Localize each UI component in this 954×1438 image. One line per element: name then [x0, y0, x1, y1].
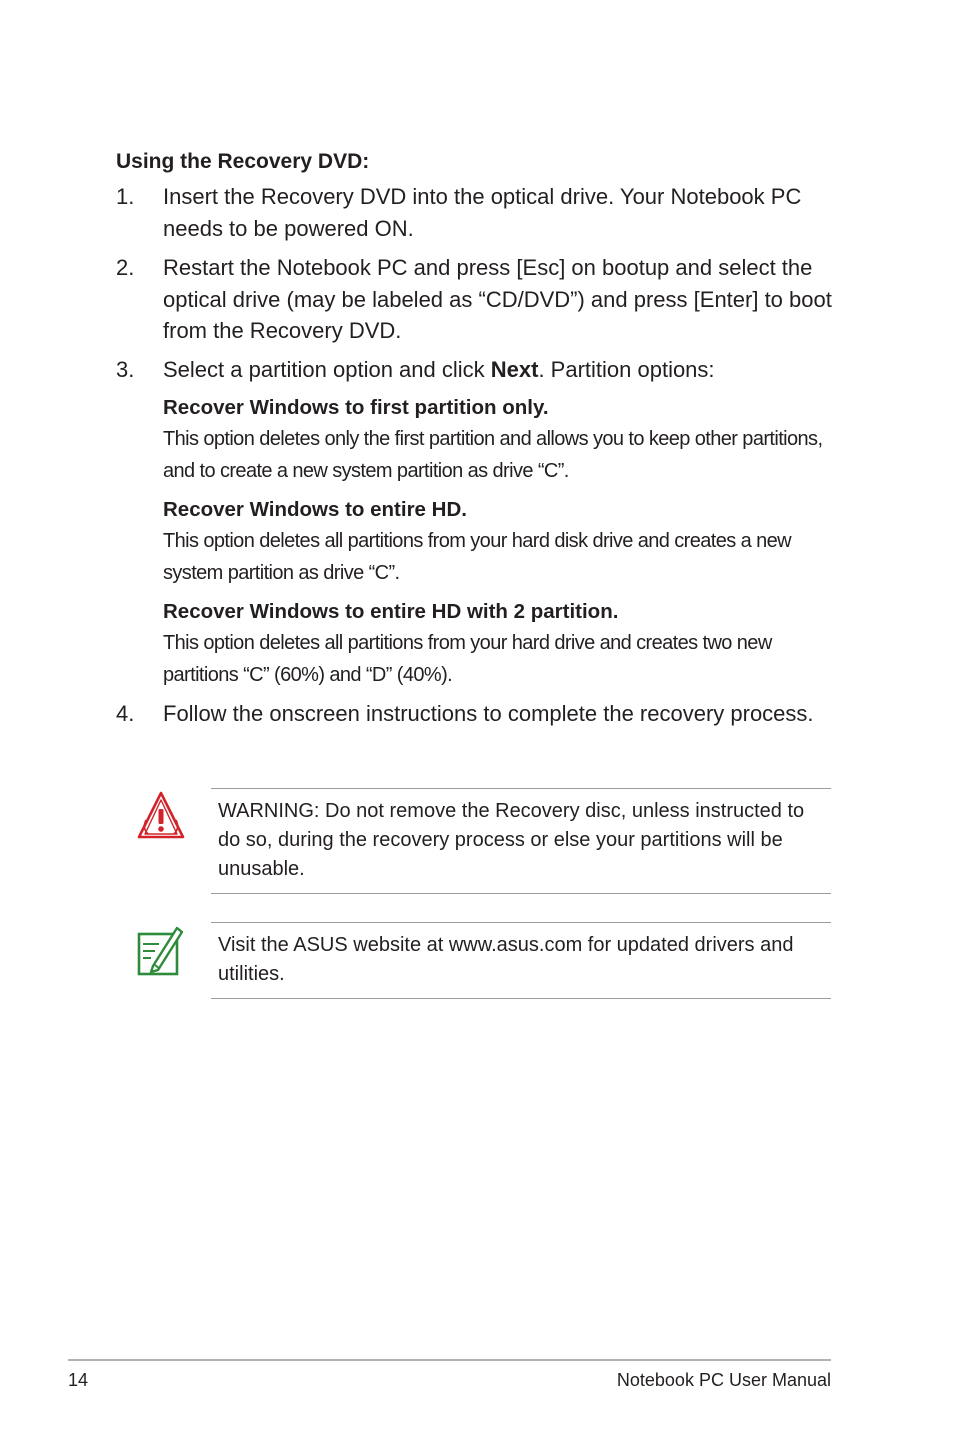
option-entire-hd — [163, 495, 835, 589]
option-description: This option deletes all partitions from your hard drive and creates two new partitions “C” (60%) and “D” (40%). — [163, 632, 772, 686]
next-button-label: Next — [490, 357, 539, 382]
step-number: 3. — [116, 357, 135, 382]
warning-callout — [211, 788, 831, 894]
option-title: Recover Windows to first partition only. — [163, 396, 549, 419]
option-first-partition — [163, 393, 835, 487]
step-text: Insert the Recovery DVD into the optical drive. Your Notebook PC needs to be powered ON. — [163, 184, 802, 241]
option-title: Recover Windows to entire HD. — [163, 498, 467, 521]
warning-triangle-icon — [136, 790, 186, 849]
manual-title: Notebook PC User Manual — [616, 1370, 831, 1390]
section-title: Using the Recovery DVD: — [116, 150, 370, 173]
note-pencil-icon — [137, 924, 183, 983]
footer-rule — [68, 1359, 831, 1361]
warning-text: WARNING: Do not remove the Recovery disc, unless instructed to do so, during the recovery process or else your partitions will be unusable. — [218, 800, 805, 880]
page-number: 14 — [68, 1370, 89, 1390]
note-text: Visit the ASUS website at www.asus.com for updated drivers and utilities. — [218, 934, 794, 985]
step-number: 2. — [116, 255, 135, 280]
step-text-before: Select a partition option and click — [163, 357, 491, 382]
step-text: Follow the onscreen instructions to complete the recovery process. — [163, 701, 814, 726]
step-text — [163, 354, 835, 386]
option-title: Recover Windows to entire HD with 2 partition. — [163, 600, 619, 623]
step-number: 1. — [116, 184, 135, 209]
step-text-after: . Partition options: — [538, 357, 715, 382]
note-callout — [211, 922, 831, 999]
step-text: Restart the Notebook PC and press [Esc] on bootup and select the optical drive (may be labeled as “CD/DVD”) and press [Enter] to boot from the Recovery DVD. — [163, 255, 832, 343]
step-number: 4. — [116, 701, 135, 726]
option-description: This option deletes all partitions from your hard disk drive and creates a new system partition as drive “C”. — [163, 530, 791, 584]
option-description: This option deletes only the first partition and allows you to keep other partitions, and to create a new system partition as drive “C”. — [163, 428, 823, 482]
option-entire-hd-2-partition — [163, 597, 835, 691]
